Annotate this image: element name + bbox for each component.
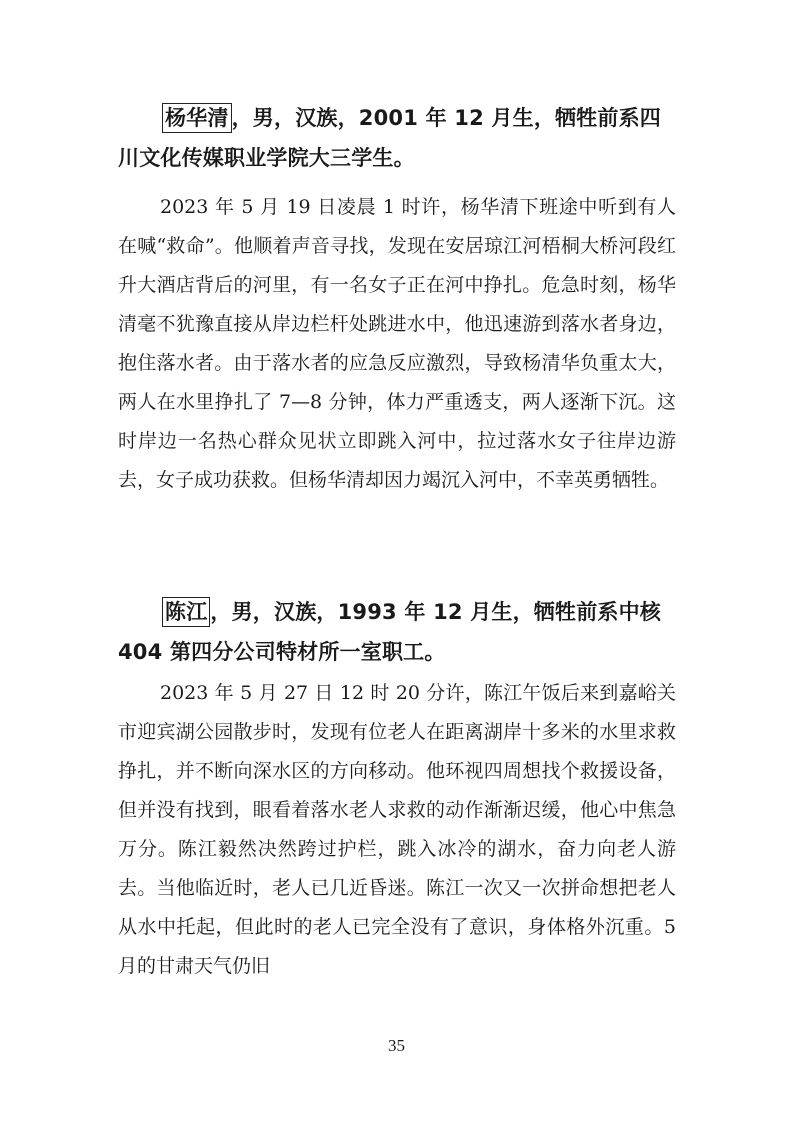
- hero-name: 杨华清: [162, 103, 232, 133]
- hero-summary: ，男，汉族，2001 年 12 月生，牺牲前系四川文化传媒职业学院大三学生。: [118, 106, 662, 170]
- entry-heading: [118, 592, 676, 672]
- hero-entry-chen-jiang: [118, 592, 676, 986]
- hero-entry-yang-huaqing: [118, 98, 676, 500]
- entry-body: 2023 年 5 月 27 日 12 时 20 分许，陈江午饭后来到嘉峪关市迎宾湖公园散步时，发现有位老人在距离湖岸十多米的水里求救挣扎，并不断向深水区的方向移动。他环视四周想找个救援设备，但并没有找到，眼看着落水老人求救的动作渐渐迟缓，他心中焦急万分。陈江毅然决然跨过护栏，跳入冰冷的湖水，奋力向老人游去。当他临近时，老人已几近昏迷。陈江一次又一次拼命想把老人从水中托起，但此时的老人已完全没有了意识，身体格外沉重。5 月的甘肃天气仍旧: [118, 682, 676, 977]
- hero-name: 陈江: [162, 597, 210, 627]
- page-number: 35: [388, 1036, 405, 1055]
- hero-summary: ，男，汉族，1993 年 12 月生，牺牲前系中核 404 第四分公司特材所一室职工。: [118, 600, 662, 664]
- entry-body: 2023 年 5 月 19 日凌晨 1 时许，杨华清下班途中听到有人在喊“救命”。他顺着声音寻找，发现在安居琼江河梧桐大桥河段红升大酒店背后的河里，有一名女子正在河中挣扎。危急时刻，杨华清毫不犹豫直接从岸边栏杆处跳进水中，他迅速游到落水者身边，抱住落水者。由于落水者的应急反应激烈，导致杨清华负重太大，两人在水里挣扎了 7—8 分钟，体力严重透支，两人逐渐下沉。这时岸边一名热心群众见状立即跳入河中，拉过落水女子往岸边游去，女子成功获救。但杨华清却因力竭沉入河中，不幸英勇牺牲。: [118, 196, 676, 491]
- entry-heading: [118, 98, 676, 178]
